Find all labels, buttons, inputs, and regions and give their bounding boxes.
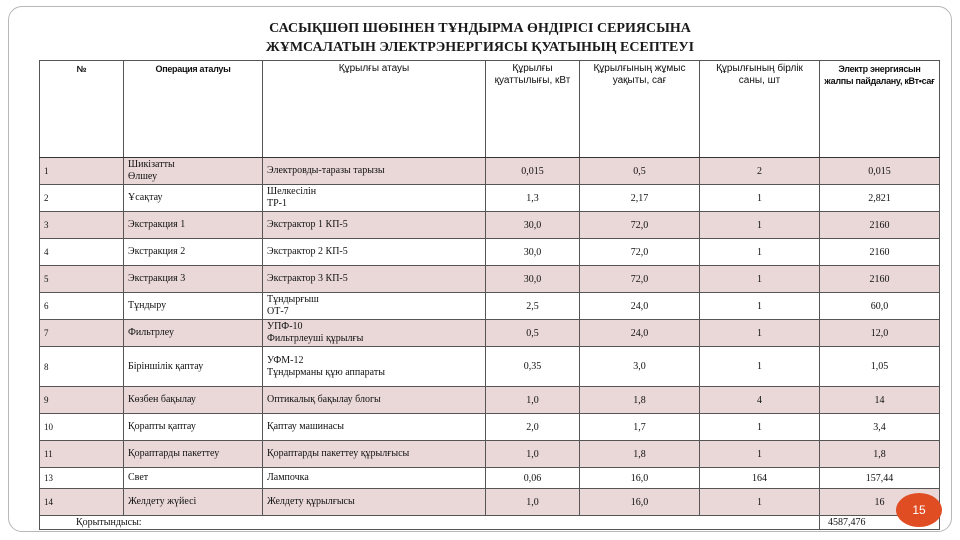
row-power: 2,0: [486, 414, 580, 441]
row-total-energy: 1,8: [820, 441, 940, 468]
row-units: 2: [700, 158, 820, 185]
row-work-time: 24,0: [580, 293, 700, 320]
row-work-time: 1,7: [580, 414, 700, 441]
row-number: 6: [40, 293, 124, 320]
header-device: Құрылғы атауы: [263, 61, 486, 158]
row-device: Қораптарды пакеттеу құрылғысы: [263, 441, 486, 468]
row-power: 1,0: [486, 387, 580, 414]
row-operation: Свет: [124, 468, 263, 489]
row-device: Лампочка: [263, 468, 486, 489]
row-number: 3: [40, 212, 124, 239]
row-total-energy: 1,05: [820, 347, 940, 387]
row-units: 1: [700, 441, 820, 468]
row-operation: Қораптарды пакеттеу: [124, 441, 263, 468]
row-total-energy: 2160: [820, 266, 940, 293]
row-power: 0,35: [486, 347, 580, 387]
row-total-energy: 2,821: [820, 185, 940, 212]
page-number-badge: 15: [896, 493, 942, 527]
row-work-time: 72,0: [580, 239, 700, 266]
energy-table: [39, 60, 940, 530]
row-work-time: 16,0: [580, 468, 700, 489]
title-line-1: САСЫҚШӨП ШӨБІНЕН ТҰНДЫРМА ӨНДІРІСІ СЕРИЯСЫНА: [269, 21, 691, 36]
table-row: [40, 347, 940, 387]
row-number: 14: [40, 489, 124, 516]
header-number: №: [40, 61, 124, 158]
table-row: [40, 387, 940, 414]
header-power: Құрылғы қуаттылығы, кВт: [486, 61, 580, 158]
table-body: [40, 158, 940, 530]
row-total-energy: 2160: [820, 239, 940, 266]
table-total-row: [40, 516, 940, 530]
header-operation: Операция аталуы: [124, 61, 263, 158]
row-operation: Біріншілік қаптау: [124, 347, 263, 387]
table-header-row: [40, 61, 940, 158]
row-work-time: 2,17: [580, 185, 700, 212]
row-number: 13: [40, 468, 124, 489]
row-work-time: 72,0: [580, 212, 700, 239]
row-units: 1: [700, 489, 820, 516]
row-operation: Фильтрлеу: [124, 320, 263, 347]
header-units: Құрылғының бірлік саны, шт: [700, 61, 820, 158]
table-row: [40, 414, 940, 441]
row-work-time: 3,0: [580, 347, 700, 387]
row-operation: Тұндыру: [124, 293, 263, 320]
title-line-2: ЖҰМСАЛАТЫН ЭЛЕКТРЭНЕРГИЯСЫ ҚУАТЫНЫҢ ЕСЕПТЕУІ: [265, 40, 695, 55]
header-work-time: Құрылғының жұмыс уақыты, сағ: [580, 61, 700, 158]
row-power: 1,0: [486, 489, 580, 516]
row-units: 164: [700, 468, 820, 489]
row-power: 1,0: [486, 441, 580, 468]
row-number: 9: [40, 387, 124, 414]
row-device: Желдету құрылғысы: [263, 489, 486, 516]
row-device: Тұндырғыш ОТ-7: [263, 293, 486, 320]
row-total-energy: 16: [820, 489, 940, 516]
row-operation: Экстракция 3: [124, 266, 263, 293]
row-operation: Экстракция 2: [124, 239, 263, 266]
row-total-energy: 12,0: [820, 320, 940, 347]
row-power: 1,3: [486, 185, 580, 212]
row-power: 30,0: [486, 266, 580, 293]
table-row: [40, 212, 940, 239]
row-number: 10: [40, 414, 124, 441]
total-value: 4587,476: [820, 516, 940, 530]
row-operation: Шикізатты Өлшеу: [124, 158, 263, 185]
row-power: 2,5: [486, 293, 580, 320]
row-work-time: 72,0: [580, 266, 700, 293]
row-work-time: 0,5: [580, 158, 700, 185]
row-total-energy: 60,0: [820, 293, 940, 320]
row-operation: Желдету жүйесі: [124, 489, 263, 516]
row-units: 1: [700, 293, 820, 320]
row-work-time: 16,0: [580, 489, 700, 516]
row-device: Экстрактор 1 КП-5: [263, 212, 486, 239]
row-operation: Экстракция 1: [124, 212, 263, 239]
row-total-energy: 14: [820, 387, 940, 414]
row-number: 2: [40, 185, 124, 212]
row-device: Шелкесілін ТР-1: [263, 185, 486, 212]
row-work-time: 1,8: [580, 387, 700, 414]
row-number: 1: [40, 158, 124, 185]
row-units: 1: [700, 266, 820, 293]
row-total-energy: 2160: [820, 212, 940, 239]
total-label: Қорытындысы:: [40, 516, 820, 530]
row-units: 1: [700, 239, 820, 266]
row-number: 5: [40, 266, 124, 293]
header-total-energy: Электр энергиясын жалпы пайдалану, кВт•сағ: [820, 61, 940, 158]
row-device: Экстрактор 2 КП-5: [263, 239, 486, 266]
row-total-energy: 0,015: [820, 158, 940, 185]
row-power: 0,015: [486, 158, 580, 185]
row-device: Электровды-таразы тарызы: [263, 158, 486, 185]
row-device: Оптикалық бақылау блогы: [263, 387, 486, 414]
table-row: [40, 320, 940, 347]
row-device: УПФ-10 Фильтрлеуші құрылғы: [263, 320, 486, 347]
row-power: 30,0: [486, 239, 580, 266]
row-units: 4: [700, 387, 820, 414]
row-device: УФМ-12 Тұндырманы құю аппараты: [263, 347, 486, 387]
row-operation: Ұсақтау: [124, 185, 263, 212]
table-row: [40, 468, 940, 489]
page-title: [0, 19, 960, 57]
table-row: [40, 239, 940, 266]
row-units: 1: [700, 212, 820, 239]
table-row: [40, 441, 940, 468]
row-device: Экстрактор 3 КП-5: [263, 266, 486, 293]
row-total-energy: 3,4: [820, 414, 940, 441]
row-units: 1: [700, 320, 820, 347]
row-units: 1: [700, 185, 820, 212]
table-row: [40, 293, 940, 320]
row-power: 0,06: [486, 468, 580, 489]
table-row: [40, 158, 940, 185]
row-number: 7: [40, 320, 124, 347]
row-work-time: 1,8: [580, 441, 700, 468]
table-row: [40, 266, 940, 293]
table-row: [40, 185, 940, 212]
table-row: [40, 489, 940, 516]
row-units: 1: [700, 347, 820, 387]
row-number: 8: [40, 347, 124, 387]
row-power: 30,0: [486, 212, 580, 239]
row-total-energy: 157,44: [820, 468, 940, 489]
row-device: Қаптау машинасы: [263, 414, 486, 441]
row-operation: Көзбен бақылау: [124, 387, 263, 414]
row-units: 1: [700, 414, 820, 441]
row-work-time: 24,0: [580, 320, 700, 347]
row-number: 11: [40, 441, 124, 468]
row-power: 0,5: [486, 320, 580, 347]
row-number: 4: [40, 239, 124, 266]
row-operation: Қорапты қаптау: [124, 414, 263, 441]
